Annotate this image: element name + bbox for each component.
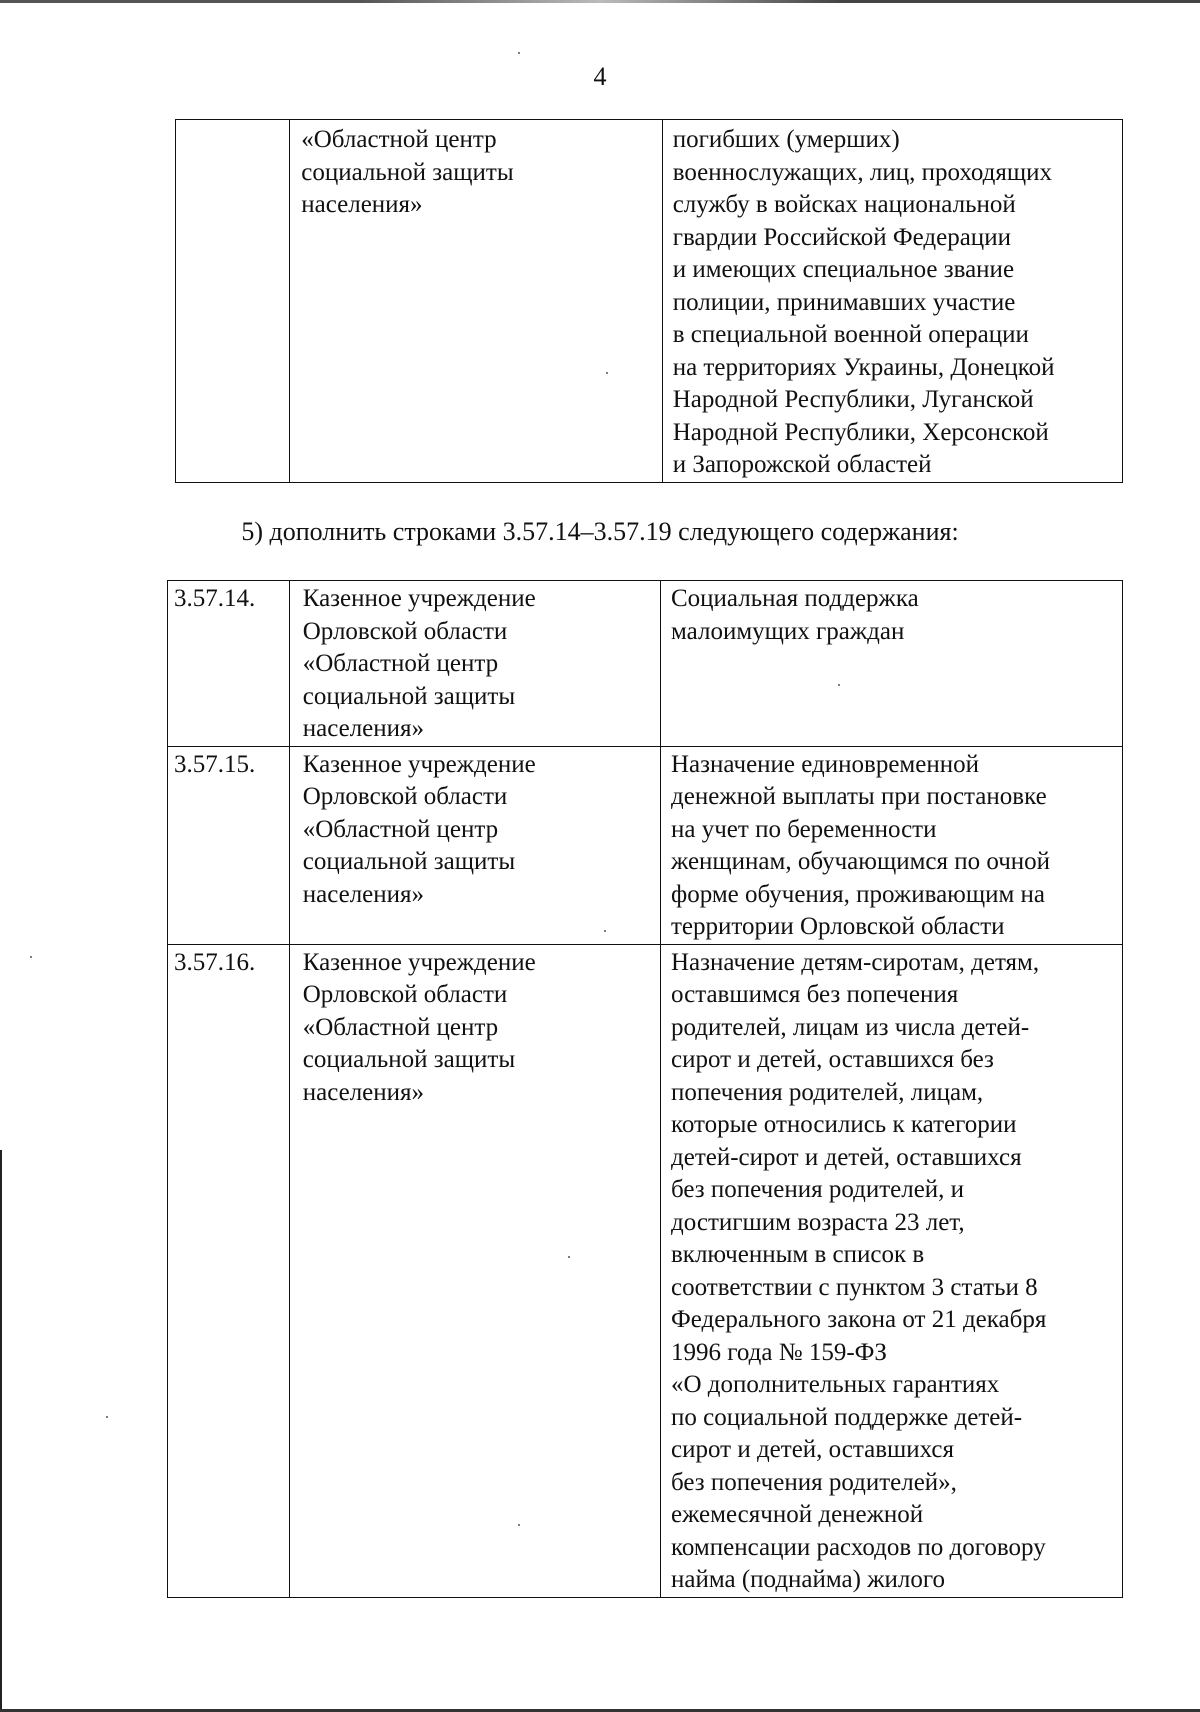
scan-speck bbox=[838, 684, 840, 686]
service-text: Социальная поддержка малоимущих граждан bbox=[671, 585, 919, 645]
cell-organization bbox=[290, 120, 662, 483]
scan-speck bbox=[106, 1416, 108, 1418]
scan-speck bbox=[30, 956, 32, 958]
amendment-instruction: 5) дополнить строками 3.57.14–3.57.19 следующего содержания: bbox=[241, 517, 959, 546]
page-number: 4 bbox=[593, 62, 607, 91]
cell-number bbox=[168, 581, 290, 747]
cell-number bbox=[176, 120, 290, 483]
organization-text: Казенное учреждение Орловской области «Областной центр социальной защиты населения» bbox=[302, 585, 536, 742]
cell-service bbox=[661, 944, 1123, 1597]
scan-edge-top bbox=[0, 0, 1200, 3]
scan-speck bbox=[604, 930, 606, 932]
cell-service bbox=[662, 120, 1122, 483]
service-text: погибших (умерших) военнослужащих, лиц, проходящих службу в войсках национальной гвардии Российской Федерации и имеющих специальное звание полиции, принимавших участие в специальной военной операции на территориях Украины, Донецкой Народной Республики, Луганской Народной Республики, Херсонской и Запорожской областей bbox=[672, 126, 1055, 478]
service-text: Назначение единовременной денежной выплаты при постановке на учет по беременности женщинам, обучающимся по очной форме обучения, проживающим на территории Орловской области bbox=[671, 750, 1051, 940]
table-row bbox=[168, 581, 1123, 747]
cell-organization bbox=[289, 746, 660, 944]
cell-number bbox=[168, 746, 290, 944]
cell-service bbox=[661, 746, 1123, 944]
scan-speck bbox=[518, 52, 520, 54]
table-continued bbox=[175, 119, 1123, 483]
cell-organization bbox=[289, 944, 660, 1597]
organization-text: «Областной центр социальной защиты населения» bbox=[301, 126, 514, 218]
row-number: 3.57.14. bbox=[174, 585, 256, 612]
table-row bbox=[168, 944, 1123, 1597]
scan-speck bbox=[518, 1524, 520, 1526]
cell-organization bbox=[289, 581, 660, 747]
row-number: 3.57.15. bbox=[174, 750, 256, 778]
organization-text: Казенное учреждение Орловской области «Областной центр социальной защиты населения» bbox=[302, 948, 536, 1106]
cell-service bbox=[661, 581, 1123, 747]
row-number: 3.57.16. bbox=[174, 948, 256, 976]
service-text: Назначение детям-сиротам, детям, оставшимся без попечения родителей, лицам из числа детей- сирот и детей, оставшихся без попечения родителей, лицам, которые относились к категории детей-сирот и детей, оставшихся без попечения родителей, и достигшим возраста 23 лет, включенным в список в соответствии с пунктом 3 статьи 8 Федерального закона от 21 декабря 1996 года № 159-ФЗ «О дополнительных гарантиях по социальной поддержке детей- сирот и детей, оставшихся без попечения родителей», ежемесячной денежной компенсации расходов по договору найма (поднайма) жилого bbox=[671, 948, 1047, 1593]
table-new-rows bbox=[167, 580, 1123, 1598]
scan-speck bbox=[568, 1256, 570, 1258]
scan-speck bbox=[606, 372, 608, 374]
table-row bbox=[176, 120, 1123, 483]
cell-number bbox=[168, 944, 290, 1597]
scan-edge-left bbox=[0, 1150, 2, 1710]
organization-text: Казенное учреждение Орловской области «Областной центр социальной защиты населения» bbox=[302, 750, 536, 908]
table-row bbox=[168, 746, 1123, 944]
